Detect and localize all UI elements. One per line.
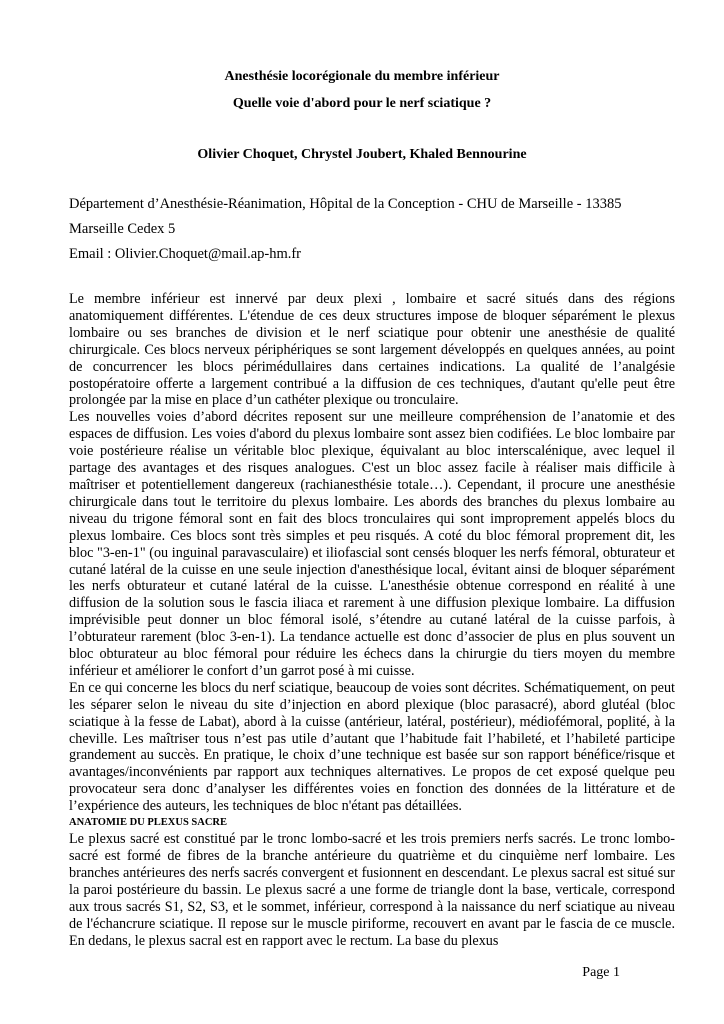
body-text — [69, 291, 675, 949]
paragraph-lumbar-plexus: Les nouvelles voies d’abord décrites reposent sur une meilleure compréhension de l’anatomie et des espaces de diffusion. Les voies d'abord du plexus lombaire sont assez bien codifiées. Le bloc lombaire par voie postérieure réalise un véritable bloc plexique, équivalant au bloc interscalénique, avec lequel il partage des avantages et des risques analogues. C'est un bloc assez facile à réaliser mais difficile à maîtriser et potentiellement dangereux (rachianesthésie totale…). Cependant, il procure une anesthésie chirurgicale dans tout le territoire du plexus lombaire. Les abords des branches du plexus lombaire au niveau du trigone fémoral sont en fait des blocs tronculaires qui sont improprement appelés blocs du plexus lombaire. Ces blocs sont très simples et peu risqués. A coté du bloc fémoral proprement dit, les bloc "3-en-1" (ou inguinal paravasculaire) et iliofascial sont censés bloquer les nerfs fémoral, obturateur et cutané latéral de la cuisse en une seule injection d'anesthésique local, évitant ainsi de bloquer séparément les nerfs obturateur et cutané latéral de la cuisse. L'anesthésie obtenue correspond en réalité à une diffusion de la solution sous le fascia iliaca et rarement à une diffusion plexique lombaire. La diffusion imprévisible peut donner un bloc fémoral isolé, s’étendre au cutané latéral de la cuisse parfois, à l’obturateur rarement (bloc 3-en-1). La tendance actuelle est donc d’associer de plus en plus souvent un bloc obturateur au bloc fémoral pour réduire les échecs dans la chirurgie du tiers moyen du membre inférieur et améliorer le confort d’un garrot posé à mi cuisse. — [69, 409, 675, 679]
paragraph-intro: Le membre inférieur est innervé par deux plexi , lombaire et sacré situés dans des régions anatomiquement différentes. L'étendue de ces deux structures impose de bloquer séparément le plexus lombaire ou ses branches de division et le nerf sciatique pour obtenir une anesthésie de qualité chirurgicale. Ces blocs nerveux périphériques se sont largement développés en quelques années, au point de concurrencer les blocs périmédullaires dans certaines indications. La qualité de l’analgésie postopératoire offerte a largement contribué a la diffusion de ces techniques, d'autant qu'elle peut être prolongée par la mise en place d’un cathéter plexique ou tronculaire. — [69, 291, 675, 409]
affiliation-line-1: Département d’Anesthésie-Réanimation, Hôpital de la Conception - CHU de Marseille - 13385 — [69, 196, 622, 212]
document-title: Anesthésie locorégionale du membre inférieur — [224, 69, 500, 84]
section-heading: ANATOMIE DU PLEXUS SACRE — [69, 817, 228, 829]
author-list: Olivier Choquet, Chrystel Joubert, Khaled Bennourine — [197, 147, 527, 162]
paragraph-sacral-anatomy: Le plexus sacré est constitué par le tronc lombo-sacré et les trois premiers nerfs sacrés. Le tronc lombo-sacré est formé de fibres de la branche antérieure du quatrième et du cinquième nerf lombaire. Les branches antérieures des nerfs sacrés convergent et fusionnent en descendant. Le plexus sacral est situé sur la paroi postérieure du bassin. Le plexus sacré a une forme de triangle dont la base, verticale, correspond aux trous sacrés S1, S2, S3, et le sommet, inférieur, correspond à la naissance du nerf sciatique au niveau de l'échancrure sciatique. Il repose sur le muscle piriforme, recouvert en avant par le fascia de ce muscle. En dedans, le plexus sacral est en rapport avec le rectum. La base du plexus — [69, 831, 675, 949]
page-number: Page 1 — [582, 965, 620, 980]
contact-email: Email : Olivier.Choquet@mail.ap-hm.fr — [69, 246, 302, 262]
affiliation-line-2: Marseille Cedex 5 — [69, 221, 176, 237]
document-subtitle: Quelle voie d'abord pour le nerf sciatique ? — [232, 96, 492, 111]
paragraph-sciatic: En ce qui concerne les blocs du nerf sciatique, beaucoup de voies sont décrites. Schématiquement, on peut les séparer selon le niveau du site d’injection en abord plexique (bloc parasacré), abord glutéal (bloc sciatique à la fesse de Labat), abord à la cuisse (antérieur, latéral, postérieur), médiofémoral, poplité, à la cheville. Les maîtriser tous n’est pas utile d’autant que l’habitude fait l’habileté, et l’habileté participe grandement au succès. En pratique, le choix d’une technique est basée sur son rapport bénéfice/risque et avantages/inconvénients par rapport aux techniques alternatives. Le propos de cet exposé quelque peu provocateur sera donc d’analyser les différentes voies en fonction des données de la littérature et de l’expérience des auteurs, les techniques de bloc n'étant pas détaillées. — [69, 679, 675, 815]
